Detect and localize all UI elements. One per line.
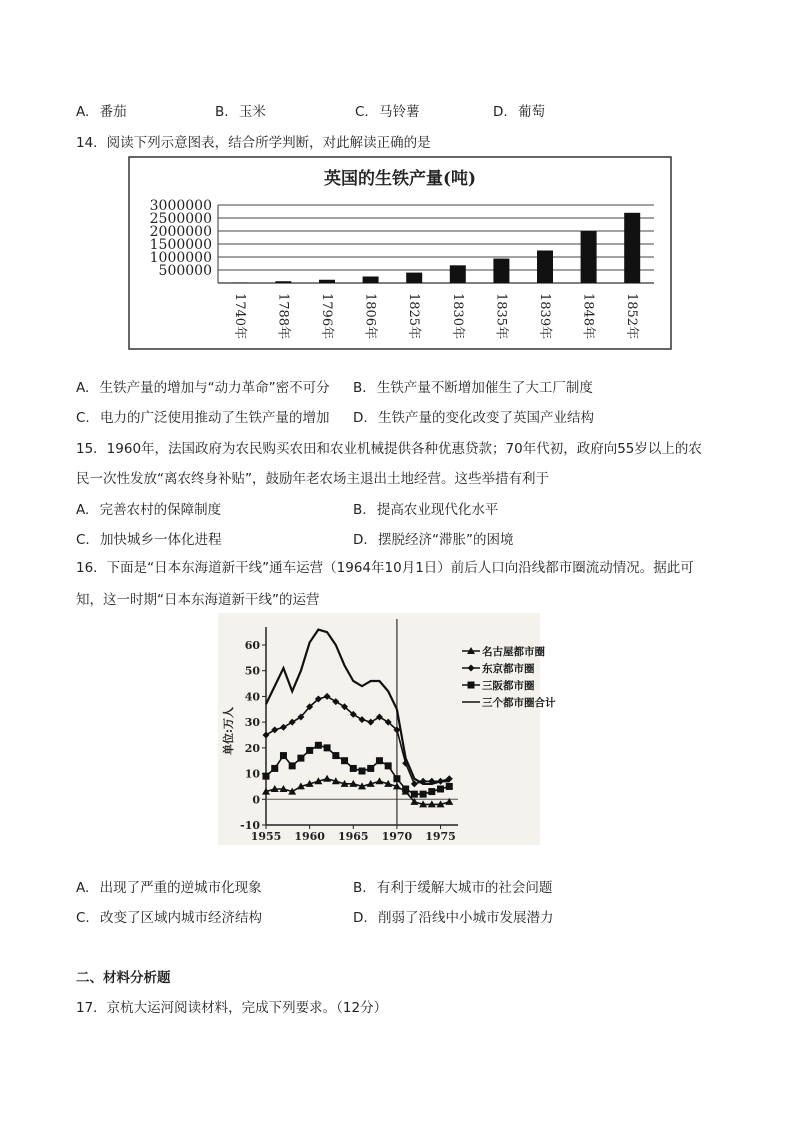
option-text: 完善农村的保障制度: [99, 502, 222, 518]
x-tick-label: 1975: [425, 830, 456, 843]
option-key: A.: [76, 880, 90, 896]
option-text: 出现了严重的逆城市化现象: [99, 880, 262, 896]
data-point: [411, 791, 418, 798]
option-key: C.: [76, 910, 90, 926]
data-point: [315, 742, 322, 749]
option-text: 摆脱经济“滞胀”的困境: [377, 532, 514, 548]
q15-option-d: [353, 528, 513, 548]
q17-stem: 17．京杭大运河阅读材料，完成下列要求。（12分）: [76, 1000, 388, 1016]
q16-option-b: [353, 876, 552, 896]
option-text: 番茄: [99, 104, 127, 120]
data-point: [280, 752, 287, 759]
option-key: D.: [353, 532, 368, 548]
option-key: B.: [353, 502, 367, 518]
option-text: 葡萄: [517, 104, 545, 120]
x-tick-label: 1740年: [231, 293, 247, 340]
q15-stem-line1: 15．1960年，法国政府为农民购买农田和农业机械提供各种优惠贷款；70年代初，政府向55岁以上的农: [76, 441, 702, 457]
option-text: 有利于缓解大城市的社会问题: [376, 880, 553, 896]
option-text: 改变了区域内城市经济结构: [100, 910, 263, 926]
x-tick-label: 1852年: [624, 293, 640, 340]
q16-option-c: [76, 906, 262, 926]
q14-option-d: [353, 406, 594, 426]
x-tick-label: 1825年: [406, 293, 422, 340]
option-key: C.: [76, 410, 90, 426]
y-tick-label: -10: [240, 819, 260, 832]
option-key: A.: [76, 104, 90, 120]
q15-option-c: [76, 528, 222, 548]
y-tick-label: 10: [244, 767, 260, 781]
option-key: C.: [76, 532, 90, 548]
y-axis-label: 单位:万人: [222, 706, 235, 756]
legend-label: 名古屋都市圈: [482, 646, 545, 658]
q14-option-a: [76, 376, 330, 396]
option-key: A.: [76, 502, 90, 518]
x-tick-label: 1788年: [275, 293, 291, 340]
option-text: 加快城乡一体化进程: [100, 532, 222, 548]
bar: [493, 259, 509, 283]
x-tick-label: 1839年: [537, 293, 552, 340]
option-text: 削弱了沿线中小城市发展潜力: [377, 910, 554, 926]
x-tick-label: 1955: [250, 830, 282, 843]
y-tick-label: 3000000: [149, 198, 212, 214]
data-point: [359, 768, 366, 775]
option-key: B.: [215, 104, 229, 120]
option-text: 生铁产量不断增加催生了大工厂制度: [376, 380, 593, 396]
y-tick-label: 500000: [158, 263, 212, 279]
bar: [275, 281, 291, 283]
bar: [232, 283, 248, 284]
option-text: 生铁产量的变化改变了英国产业结构: [377, 410, 594, 426]
q14-stem: 14．阅读下列示意图表，结合所学判断，对此解读正确的是: [76, 135, 431, 151]
x-tick-label: 1796年: [319, 293, 334, 340]
bar: [537, 251, 553, 284]
bar: [406, 273, 422, 283]
x-tick-label: 1960: [294, 830, 325, 843]
option-key: D.: [353, 910, 368, 926]
legend-label: 三阪都市圈: [482, 680, 535, 692]
y-tick-label: 60: [244, 639, 260, 652]
data-point: [324, 744, 331, 751]
x-tick-label: 1848年: [580, 293, 596, 340]
y-tick-label: 1000000: [149, 250, 212, 266]
q14-option-b: [353, 376, 593, 396]
bar: [363, 277, 379, 284]
population-flow-chart: [218, 613, 556, 845]
x-tick-label: 1965: [337, 830, 369, 843]
q13-option-d: [493, 100, 545, 120]
data-point: [446, 783, 453, 790]
x-tick-label: 1970: [381, 830, 413, 843]
option-key: C.: [355, 104, 369, 120]
data-point: [289, 762, 296, 769]
y-tick-label: 1500000: [149, 237, 212, 253]
q16-stem-line1: 16．下面是“日本东海道新干线”通车运营（1964年10月1日）前后人口向沿线都市圈流动情况。据此可: [76, 560, 694, 576]
x-tick-label: 1835年: [493, 293, 509, 340]
option-text: 提高农业现代化水平: [376, 502, 499, 518]
q16-stem-line2: 知，这一时期“日本东海道新干线”的运营: [76, 592, 320, 608]
data-point: [428, 788, 435, 795]
y-tick-label: 50: [244, 664, 260, 678]
legend-label: 东京都市圈: [482, 663, 535, 675]
bar: [450, 265, 466, 283]
data-point: [420, 791, 427, 798]
data-point: [271, 765, 278, 772]
option-key: A.: [76, 380, 90, 396]
data-point: [367, 765, 374, 772]
data-point: [385, 762, 392, 769]
data-point: [306, 747, 313, 754]
q13-option-b: [215, 100, 266, 120]
bar: [624, 213, 640, 283]
y-tick-label: 40: [244, 690, 260, 704]
q16-option-d: [353, 906, 553, 926]
data-point: [341, 757, 348, 764]
option-text: 电力的广泛使用推动了生铁产量的增加: [100, 410, 330, 426]
q15-option-b: [353, 498, 498, 518]
bar: [581, 231, 597, 283]
iron-production-chart: [128, 156, 672, 350]
option-text: 玉米: [238, 104, 266, 120]
data-point: [376, 757, 383, 764]
option-key: D.: [353, 410, 368, 426]
q15-option-a: [76, 498, 221, 518]
data-point: [393, 775, 400, 782]
option-key: D.: [493, 104, 508, 120]
y-tick-label: 30: [244, 716, 260, 730]
data-point: [437, 786, 444, 793]
y-tick-label: 2000000: [149, 224, 212, 240]
data-point: [402, 786, 409, 793]
chart-title: 英国的生铁产量(吨): [323, 169, 477, 189]
y-tick-label: 2500000: [149, 211, 212, 227]
q13-option-c: [355, 100, 420, 120]
section-title: 二、材料分析题: [76, 970, 171, 986]
x-tick-label: 1830年: [449, 293, 465, 340]
data-point: [263, 773, 270, 780]
y-tick-label: 20: [244, 741, 260, 755]
y-tick-label: 0: [252, 793, 260, 807]
q16-option-a: [76, 876, 262, 896]
data-point: [297, 755, 304, 762]
q15-stem-line2: 民一次性发放“离农终身补贴”，鼓励年老农场主退出土地经营。这些举措有利于: [76, 471, 549, 487]
option-key: B.: [353, 880, 367, 896]
data-point: [332, 752, 339, 759]
q13-option-a: [76, 100, 127, 120]
option-text: 生铁产量的增加与“动力革命”密不可分: [99, 380, 330, 396]
q14-option-c: [76, 406, 330, 426]
option-text: 马铃薯: [379, 104, 420, 120]
option-key: B.: [353, 380, 367, 396]
legend-label: 三个都市圈合计: [482, 697, 556, 709]
bar: [319, 280, 335, 283]
data-point: [350, 765, 357, 772]
data-point: [468, 682, 475, 689]
x-tick-label: 1806年: [362, 293, 378, 340]
